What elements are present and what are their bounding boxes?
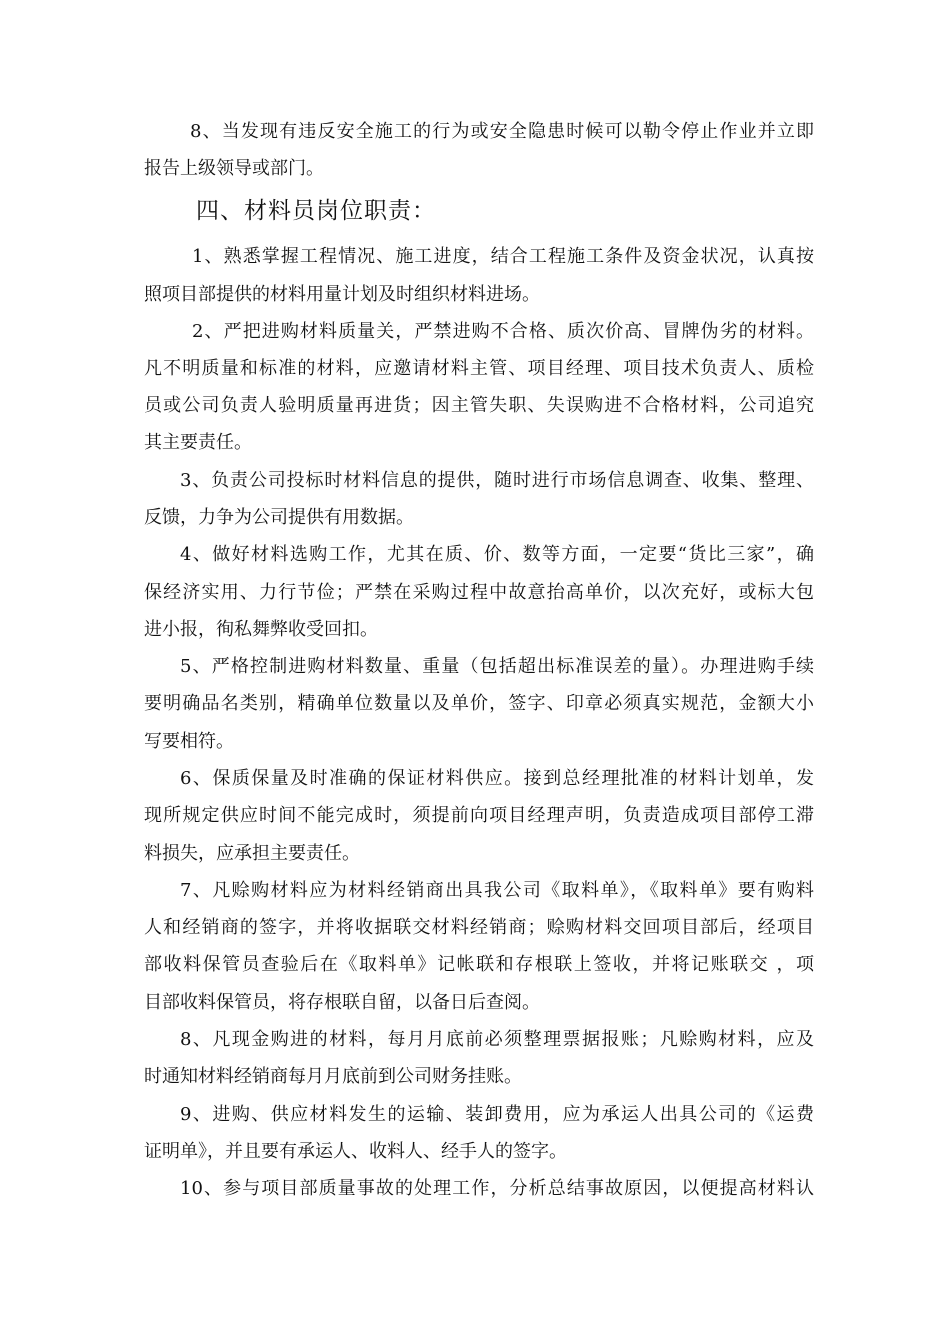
text-line: 照项目部提供的材料用量计划及时组织材料进场。 [144,284,540,305]
text-line: 凡不明质量和标准的材料，应邀请材料主管、项目经理、项目技术负责人、质检 [144,358,814,379]
text-line: 保经济实用、力行节俭；严禁在采购过程中故意抬高单价，以次充好，或标大包 [144,582,814,603]
text-line: 目部收料保管员，将存根联自留，以备日后查阅。 [144,992,540,1013]
text-line: 时通知材料经销商每月月底前到公司财务挂账。 [144,1066,522,1087]
text-line: 3、负责公司投标时材料信息的提供，随时进行市场信息调查、收集、整理、 [180,470,814,491]
text-line: 9、进购、供应材料发生的运输、装卸费用，应为承运人出具公司的《运费 [180,1104,814,1125]
text-line: 现所规定供应时间不能完成时，须提前向项目经理声明，负责造成项目部停工滞 [144,805,814,826]
text-line: 10、参与项目部质量事故的处理工作，分析总结事故原因，以便提高材料认 [180,1178,814,1199]
text-line: 1、熟悉掌握工程情况、施工进度，结合工程施工条件及资金状况，认真按 [192,246,814,267]
text-line: 要明确品名类别，精确单位数量以及单价，签字、印章必须真实规范，金额大小 [144,693,814,714]
text-line: 人和经销商的签字，并将收据联交材料经销商；赊购材料交回项目部后，经项目 [144,917,814,938]
text-line: 8、凡现金购进的材料，每月月底前必须整理票据报账；凡赊购材料，应及 [180,1029,814,1050]
text-line: 其主要责任。 [144,432,252,453]
text-line: 8、当发现有违反安全施工的行为或安全隐患时候可以勒令停止作业并立即 [190,121,814,142]
text-line: 员或公司负责人验明质量再进货；因主管失职、失误购进不合格材料，公司追究 [144,395,814,416]
text-line: 4、做好材料选购工作，尤其在质、价、数等方面，一定要“货比三家”，确 [180,544,814,565]
text-line: 5、严格控制进购材料数量、重量（包括超出标准误差的量）。办理进购手续 [180,656,814,677]
text-line: 2、严把进购材料质量关，严禁进购不合格、质次价高、冒牌伪劣的材料。 [192,321,814,342]
text-line: 反馈，力争为公司提供有用数据。 [144,507,414,528]
text-line: 料损失，应承担主要责任。 [144,843,360,864]
section-heading: 四、材料员岗位职责： [196,198,436,224]
text-line: 报告上级领导或部门。 [144,158,324,179]
text-line: 写要相符。 [144,731,234,752]
text-line: 6、保质保量及时准确的保证材料供应。接到总经理批准的材料计划单，发 [180,768,814,789]
text-line: 部收料保管员查验后在《取料单》记帐联和存根联上签收，并将记账联交 ，项 [144,954,814,975]
text-line: 7、凡赊购材料应为材料经销商出具我公司《取料单》，《取料单》要有购料 [180,880,814,901]
text-line: 证明单》，并且要有承运人、收料人、经手人的签字。 [144,1141,567,1162]
text-line: 进小报，徇私舞弊收受回扣。 [144,619,378,640]
